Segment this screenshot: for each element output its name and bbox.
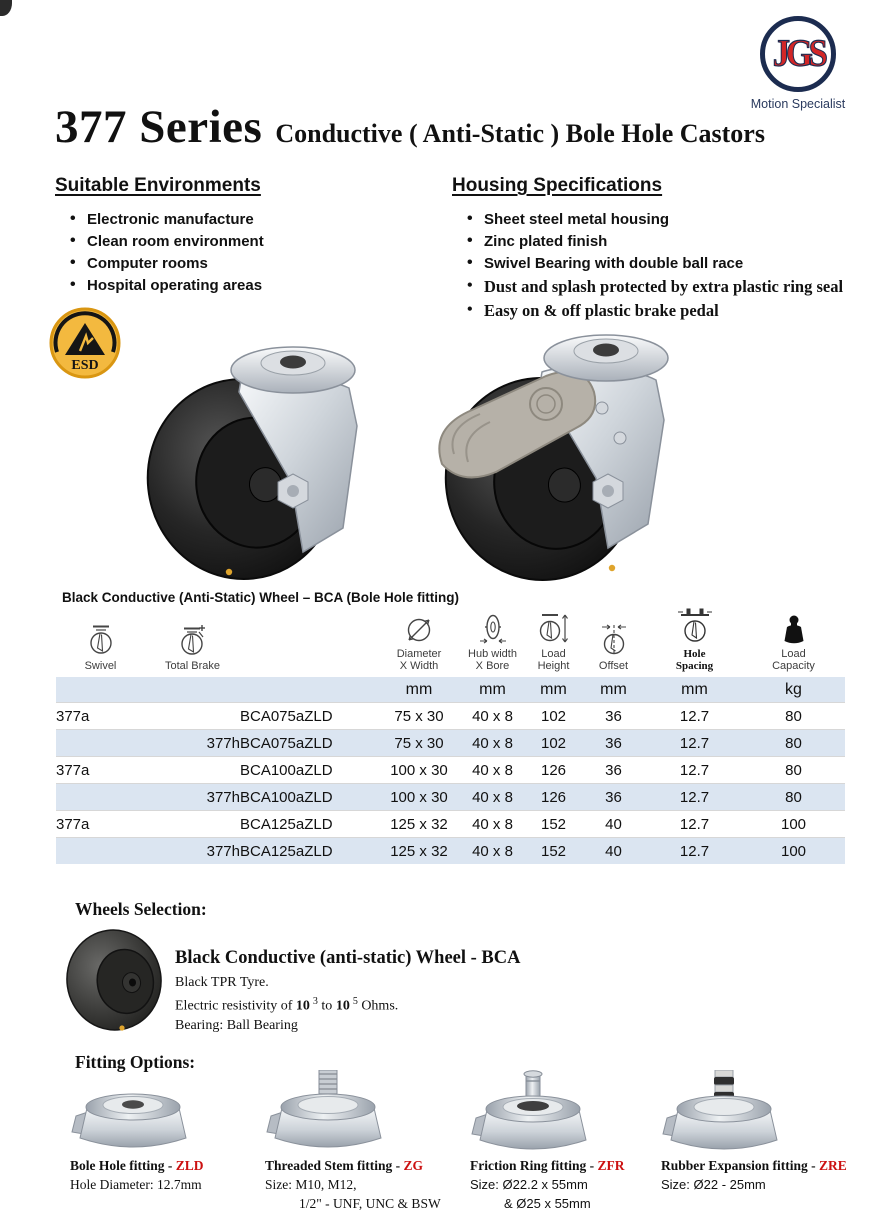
swivel-castor-icon	[88, 624, 114, 657]
spec-table	[56, 607, 845, 864]
table-row: 377a BCA125aZLD 125 x 32 40 x 8 152 40 12.7 100	[56, 811, 845, 838]
col-product-code	[240, 607, 380, 677]
braked-castor-photo	[424, 316, 704, 589]
wheels-selection-heading: Wheels Selection:	[75, 899, 207, 919]
col-label: Offset	[598, 660, 629, 672]
list-item: • Computer rooms	[70, 256, 440, 271]
col-label: Total Brake	[164, 660, 221, 672]
col-label: Hole Spacing	[675, 648, 714, 672]
hub-width-icon	[477, 614, 509, 645]
table-row: 377h BCA075aZLD 75 x 30 40 x 8 102 36 12.7 80	[56, 730, 845, 757]
fitting-card-threaded-stem	[265, 1070, 457, 1212]
col-label: Hub width X Bore	[468, 648, 517, 672]
fitting-code: ZG	[403, 1158, 424, 1173]
col-total-brake	[145, 607, 240, 677]
hole-spacing-icon	[677, 607, 713, 645]
list-item: • Electronic manufacture	[70, 212, 440, 227]
fitting-name: Rubber Expansion fitting - ZRE	[661, 1158, 847, 1173]
series-subtitle: Conductive ( Anti-Static ) Bole Hole Castors	[275, 119, 765, 148]
fitting-detail: Size: M10, M12,	[265, 1177, 357, 1192]
page-title	[55, 100, 765, 154]
table-row: 377a BCA100aZLD 100 x 30 40 x 8 126 36 12.7 80	[56, 757, 845, 784]
list-item: • Hospital operating areas	[70, 278, 440, 293]
col-swivel	[56, 607, 145, 677]
suitable-environments-list	[55, 212, 440, 293]
bca-wheel-title: Black Conductive (anti-static) Wheel - BCA	[175, 948, 521, 968]
table-row: 377h BCA125aZLD 125 x 32 40 x 8 152 40 12.7 100	[56, 838, 845, 865]
fitting-name: Threaded Stem fitting - ZG	[265, 1158, 424, 1173]
fitting-code: ZRE	[819, 1158, 847, 1173]
col-label: Load Capacity	[772, 648, 815, 672]
col-hub-width	[458, 607, 527, 677]
list-item: • Sheet steel metal housing	[467, 212, 862, 227]
bole-hole-fitting-photo	[70, 1070, 262, 1154]
col-diameter	[380, 607, 458, 677]
series-title: 377 Series	[55, 101, 263, 153]
col-label: Diameter X Width	[396, 648, 442, 672]
rubber-expansion-fitting-photo	[661, 1070, 853, 1154]
list-item: • Swivel Bearing with double ball race	[467, 256, 862, 271]
suitable-environments-section	[55, 175, 440, 300]
table-title: Black Conductive (Anti-Static) Wheel – BCA (Bole Hole fitting)	[62, 590, 460, 605]
col-label: Swivel	[84, 660, 117, 672]
offset-icon	[599, 624, 629, 657]
swivel-castor-photo	[143, 326, 391, 589]
housing-specifications-section	[452, 175, 862, 326]
table-header-row	[56, 607, 845, 677]
list-item: • Dust and splash protected by extra plastic ring seal	[467, 278, 862, 295]
friction-ring-fitting-photo	[470, 1070, 662, 1154]
col-load-height	[527, 607, 580, 677]
housing-specifications-list	[452, 212, 862, 319]
list-item: • Easy on & off plastic brake pedal	[467, 302, 862, 319]
fitting-options-heading: Fitting Options:	[75, 1052, 196, 1072]
fitting-detail: Size: Ø22.2 x 55mm	[470, 1177, 588, 1192]
fitting-detail: 1/2" - UNF, UNC & BSW	[299, 1196, 441, 1211]
esd-badge-icon	[48, 306, 122, 385]
bca-wheel-photo	[64, 925, 170, 1040]
fitting-name: Friction Ring fitting - ZFR	[470, 1158, 625, 1173]
wheel-tyre-line: Black TPR Tyre.	[175, 975, 269, 990]
housing-specifications-heading: Housing Specifications	[452, 175, 663, 196]
fitting-code: ZFR	[597, 1158, 625, 1173]
table-row: 377a BCA075aZLD 75 x 30 40 x 8 102 36 12.7 80	[56, 703, 845, 730]
table-units-row: mm mm mm mm mm kg	[56, 677, 845, 703]
scan-corner-artifact	[0, 0, 12, 16]
fitting-card-friction-ring	[470, 1070, 662, 1212]
logo-tagline: Motion Specialist	[750, 97, 846, 111]
col-label: Load Height	[537, 648, 570, 672]
table-row: 377h BCA100aZLD 100 x 30 40 x 8 126 36 12.7 80	[56, 784, 845, 811]
fitting-detail: Hole Diameter: 12.7mm	[70, 1177, 202, 1192]
company-logo	[750, 16, 846, 111]
col-load-capacity	[742, 607, 845, 677]
fitting-card-bole-hole	[70, 1070, 262, 1193]
col-offset	[580, 607, 647, 677]
fitting-detail: & Ø25 x 55mm	[504, 1196, 591, 1211]
fitting-detail: Size: Ø22 - 25mm	[661, 1177, 766, 1192]
logo-monogram: JGS	[772, 32, 824, 75]
diameter-icon	[404, 615, 434, 645]
col-hole-spacing	[647, 607, 742, 677]
fitting-card-rubber-expansion	[661, 1070, 853, 1193]
suitable-environments-heading: Suitable Environments	[55, 175, 261, 196]
list-item: • Zinc plated finish	[467, 234, 862, 249]
fitting-name: Bole Hole fitting - ZLD	[70, 1158, 204, 1173]
threaded-stem-fitting-photo	[265, 1070, 457, 1154]
spec-table-section	[56, 590, 845, 864]
logo-circle-icon	[760, 16, 836, 92]
fitting-code: ZLD	[175, 1158, 204, 1173]
load-height-icon	[538, 612, 570, 645]
wheel-bearing-line: Bearing: Ball Bearing	[175, 1017, 298, 1033]
wheel-resistivity-line: Electric resistivity of 10 $^3$ to 10 $^5$ Ohms.	[175, 996, 399, 1014]
esd-label: ESD	[71, 358, 99, 373]
bca-wheel-description	[175, 948, 615, 1035]
load-capacity-icon	[781, 614, 807, 645]
list-item: • Clean room environment	[70, 234, 440, 249]
total-brake-castor-icon	[178, 624, 208, 657]
